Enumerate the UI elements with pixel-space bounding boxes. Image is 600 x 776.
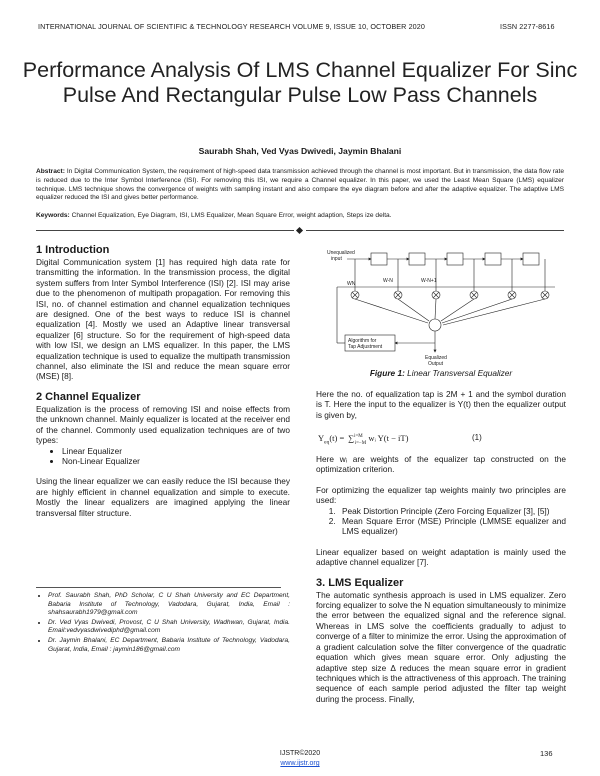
left-column xyxy=(36,244,290,518)
linear-equalizer-paragraph: Using the linear equalizer we can easily reduce the ISI because they are highly efficient in channel equalization and simple to execute. Mostly the linear equalizers are imagined applying the linear transversal filter structure. xyxy=(36,476,290,518)
weight-label: WN xyxy=(347,281,356,287)
figure-input-label: Unequalized xyxy=(327,250,355,256)
figure-caption xyxy=(316,368,566,378)
footnote-item: • Prof. Saurabh Shah, PhD Scholar, C U Shah University and EC Department, Babaria Institute of Technology, Vadodara, Gujarat, India, Email : shahsaurabh1979@gmail.com xyxy=(48,592,290,618)
heading-lms-equalizer: 3. LMS Equalizer xyxy=(316,576,404,589)
principles-paragraph: For optimizing the equalizer tap weights mainly two principles are used: xyxy=(316,484,566,506)
figure-input-label: input xyxy=(331,256,342,262)
keywords-label: Keywords: xyxy=(36,212,70,219)
heading-introduction: 1 Introduction xyxy=(36,244,110,256)
abstract-text: In Digital Communication System, the requirement of high-speed data transmission achieved through the channel is most important. But in transmission, the data flow rate is reduced due to the Inter Symbol Interference (ISI). For removing this ISI, we require a Channel equalizer. In this paper, we used the Least Mean Square (LMS) equalizer technique. LMS technique shows the convergence of weights with sampling instant and also compare the eye diagram before and after the adaptive equalizer. The adaptive LMS equalizer reduced the ISI and gives better performance. xyxy=(36,168,564,202)
weight-label: W-N+1 xyxy=(421,278,437,284)
page-number: 136 xyxy=(540,749,553,758)
transversal-equalizer-diagram xyxy=(325,249,565,369)
list-item: • Non-Linear Equalizer xyxy=(62,456,290,466)
taps-paragraph: Here the no. of equalization tap is 2M + 1 and the symbol duration is T. Here the input to the equalizer is Y(t) then the equalizer output is given by, xyxy=(316,389,566,420)
algorithm-label: Tap Adjustment xyxy=(348,344,383,350)
figure-caption-label: Figure 1: xyxy=(369,368,405,378)
footnote-separator xyxy=(36,587,281,588)
list-item: • Linear Equalizer xyxy=(62,446,290,456)
equation-number: (1) xyxy=(472,433,482,442)
equalizer-paragraph: Equalization is the process of removing ISI and noise effects from the unknown channel. Mainly equalizer is located at the receiver end of the channel. Commonly used equalization techniques are of two types: xyxy=(36,403,290,446)
output-label: Equalized xyxy=(425,355,447,361)
principles-list xyxy=(316,506,566,537)
list-item: 2. Mean Square Error (MSE) Principle (LMMSE equalizer and LMS equalizer) xyxy=(338,516,566,537)
issn: ISSN 2277-8616 xyxy=(500,22,555,31)
footer-url[interactable]: www.ijstr.org xyxy=(280,760,320,767)
section-divider xyxy=(36,228,564,234)
list-item: 1. Peak Distortion Principle (Zero Forcing Equalizer [3], [5]) xyxy=(338,506,566,516)
keywords-text: Channel Equalization, Eye Diagram, ISI, LMS Equalizer, Mean Square Error, weight adaption, Steps ize delta. xyxy=(71,212,392,219)
adaptation-paragraph: Linear equalizer based on weight adaptation is mainly used the adaptive channel equalizer [7]. xyxy=(316,546,566,568)
right-column-body xyxy=(316,454,566,704)
footer-code: IJSTR©2020 xyxy=(279,750,321,757)
equalizer-types-list xyxy=(36,446,290,467)
heading-channel-equalizer: 2 Channel Equalizer xyxy=(36,390,141,403)
author-footnotes xyxy=(36,592,290,655)
keywords xyxy=(36,212,564,221)
paper-title: Performance Analysis Of LMS Channel Equalizer For Sinc Pulse And Rectangular Pulse Low Pass Channels xyxy=(22,58,578,107)
algorithm-label: Algorithm for xyxy=(348,338,377,344)
output-label: Output xyxy=(428,361,444,367)
abstract xyxy=(36,168,564,203)
authors: Saurabh Shah, Ved Vyas Dwivedi, Jaymin Bhalani xyxy=(198,146,402,156)
abstract-label: Abstract: xyxy=(36,168,65,175)
weights-paragraph: Here wᵢ are weights of the equalizer tap constructed on the optimization criterion. xyxy=(316,454,566,475)
figure-caption-text: Linear Transversal Equalizer xyxy=(407,368,513,378)
right-column-top xyxy=(316,389,566,420)
journal-header: INTERNATIONAL JOURNAL OF SCIENTIFIC & TECHNOLOGY RESEARCH VOLUME 9, ISSUE 10, OCTOBER 2020 xyxy=(38,22,425,31)
intro-paragraph: Digital Communication system [1] has required high data rate for transmitting the information. In the transmission process, the digital system suffers from Inter Symbol Interference (ISI) [2]. ISI may arise due to the phenomenon of multipath propagation. For removing this ISI, no. of channel estimation and channel equalization techniques are designed. One of the best ways to reduce ISI is channel equalization [4]. Mostly we used an Adaptive linear transversal equalizer [6] structure. So for the requirement of high-speed data with low ISI, we design an LMS equalizer. In this paper, the LMS equalization technique is used to equalize the multipath transmission channel, also eliminate the ISI and reduce the mean square error (MSE) [8]. xyxy=(36,257,290,382)
footnote-item: • Dr. Jaymin Bhalani, EC Department, Babaria Institute of Technology, Vadodara, Gujarat, India, Email : jaymin186@gmail.com xyxy=(48,637,290,654)
lms-paragraph: The automatic synthesis approach is used in LMS equalizer. Zero forcing equalizer to solve the N equation simultaneously to minimize the error between the equalized signal and the reference signal. Whereas in LMS solve the coefficients gradually to adjust to converge of a filter to minimize the error. Using the approximation of a gradient calculation solve the filter convergence of the quadratic equation which gives mean square error. Only adjusting the adaptive step size Δ reduces the mean square error in gradient techniques which is the attractiveness of this approach. The training sequence of each sample period adjusted the filter tap weight during the process. Finally, xyxy=(316,589,566,704)
footnote-item: • Dr. Ved Vyas Dwivedi, Provost, C U Shah University, Wadhwan, Gujarat, India. Email:vedvyasdwivediphd@gmail.com xyxy=(48,619,290,636)
equation-1: $Y_{eq}(t)$ = ∑$^{i=M}_{i=-M}$ wᵢ Y(t − iT) (1) xyxy=(318,433,482,446)
weight-label: W-N xyxy=(383,278,393,284)
